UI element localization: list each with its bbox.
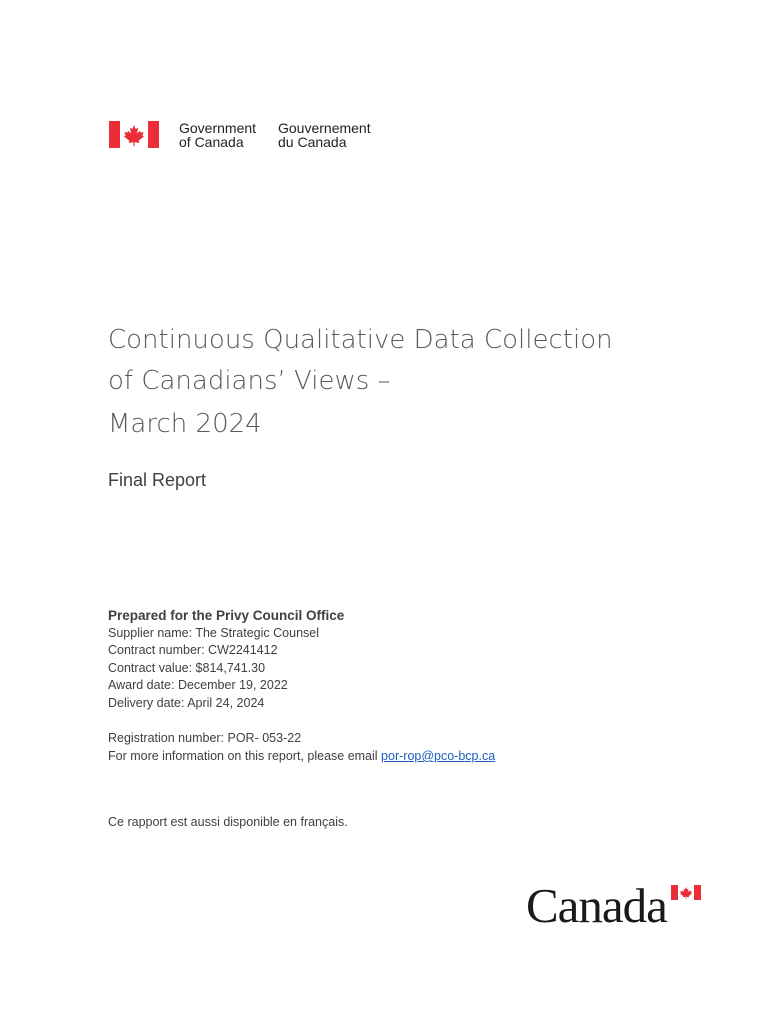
delivery-date: Delivery date: April 24, 2024 — [108, 695, 265, 710]
contract-value: Contract value: $814,741.30 — [108, 660, 266, 675]
report-subtitle: Final Report — [108, 470, 207, 490]
email-link[interactable]: por-rop@pco-bcp.ca — [381, 749, 496, 763]
prepared-for-block — [108, 607, 628, 712]
info-line — [108, 747, 495, 765]
signature-french — [278, 121, 388, 149]
title-line-1: Continuous Qualitative Data Collection — [108, 325, 613, 355]
wordmark-text: Canada — [526, 878, 667, 933]
report-title — [108, 320, 628, 445]
canada-wordmark — [526, 878, 706, 933]
contract-number: Contract number: CW2241412 — [108, 643, 278, 657]
info-text: For more information on this report, please email — [108, 749, 382, 763]
wordmark-flag-icon — [671, 885, 701, 900]
registration-block — [108, 729, 495, 765]
supplier-name: Supplier name: The Strategic Counsel — [108, 625, 319, 640]
canada-flag-icon — [109, 121, 159, 148]
title-line-2: of Canadians’ Views – — [108, 366, 391, 396]
title-line-3: March 2024 — [108, 409, 262, 439]
signature-fr-line2: du Canada — [278, 134, 347, 150]
signature-fr-line1: Gouvernement — [278, 120, 371, 136]
award-date: Award date: December 19, 2022 — [108, 678, 288, 692]
registration-number: Registration number: POR- 053-22 — [108, 731, 302, 745]
signature-en-line1: Government — [179, 120, 257, 136]
french-availability-note: Ce rapport est aussi disponible en français. — [108, 815, 348, 829]
signature-en-line2: of Canada — [179, 134, 244, 150]
prepared-heading: Prepared for the Privy Council Office — [108, 608, 345, 623]
signature-english — [179, 121, 269, 149]
government-signature — [109, 120, 371, 151]
